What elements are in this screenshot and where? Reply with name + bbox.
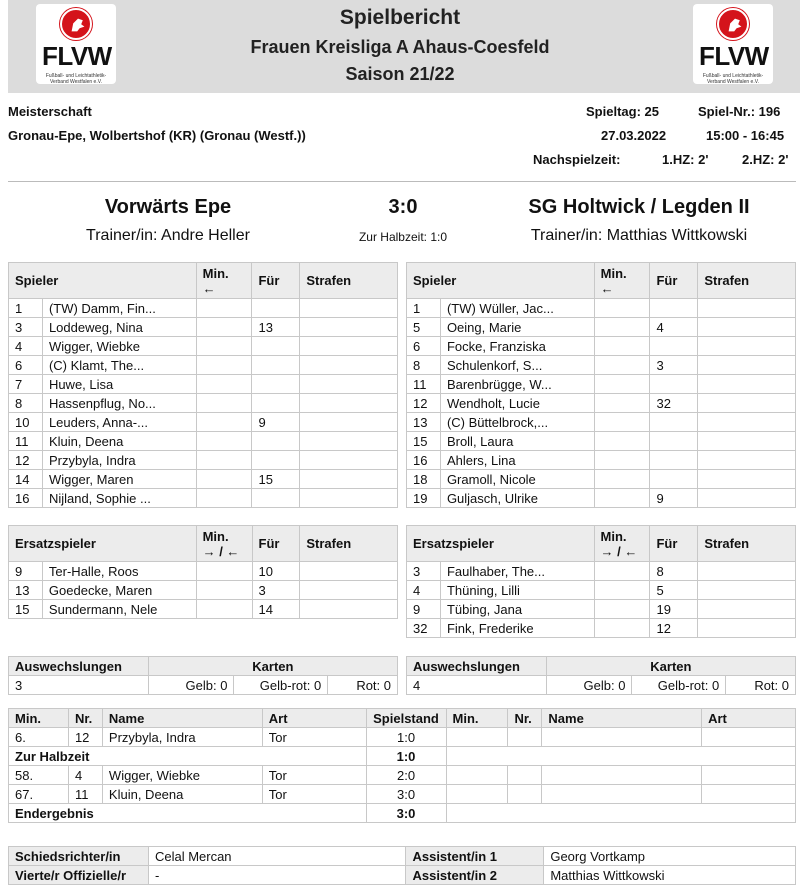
extra-time-label: Nachspielzeit:	[533, 152, 621, 167]
player-row	[407, 581, 796, 600]
player-name: (TW) Wüller, Jac...	[440, 299, 594, 318]
score-marker-row	[9, 747, 796, 766]
player-minute	[594, 394, 650, 413]
player-row	[407, 619, 796, 638]
marker-spacer	[446, 747, 795, 766]
logo-text: FLVW	[42, 41, 112, 71]
player-number: 15	[9, 600, 43, 619]
officials-table	[8, 846, 796, 885]
player-replaced-by	[650, 432, 698, 451]
player-name: (TW) Damm, Fin...	[42, 299, 196, 318]
event-number: 12	[68, 728, 102, 747]
player-number: 16	[407, 451, 441, 470]
player-penalties	[300, 299, 398, 318]
player-row	[407, 375, 796, 394]
player-minute	[594, 318, 650, 337]
col-nr: Nr.	[68, 709, 102, 728]
player-row	[407, 600, 796, 619]
player-penalties	[300, 451, 398, 470]
match-date: 27.03.2022	[601, 128, 667, 143]
away-event-minute	[446, 766, 508, 785]
col-spieler: Spieler	[407, 263, 595, 299]
player-name: Wigger, Maren	[42, 470, 196, 489]
player-replaced-by: 8	[650, 562, 698, 581]
player-minute	[196, 432, 252, 451]
player-penalties	[300, 581, 398, 600]
player-number: 9	[9, 562, 43, 581]
col-auswechslungen: Auswechslungen	[9, 657, 149, 676]
player-name: Broll, Laura	[440, 432, 594, 451]
event-score: 3:0	[366, 785, 446, 804]
player-name: Loddeweg, Nina	[42, 318, 196, 337]
col-fuer: Für	[252, 526, 300, 562]
events-table	[8, 708, 796, 823]
player-minute	[196, 394, 252, 413]
player-name: (C) Klamt, The...	[42, 356, 196, 375]
yellow-red-cards: Gelb-rot: 0	[632, 676, 726, 695]
player-row	[9, 356, 398, 375]
player-minute	[594, 619, 650, 638]
player-penalties	[300, 470, 398, 489]
player-minute	[594, 489, 650, 508]
away-team: SG Holtwick / Legden II	[528, 196, 750, 218]
player-name: Sundermann, Nele	[42, 600, 196, 619]
col-strafen: Strafen	[698, 526, 796, 562]
player-name: Thüning, Lilli	[440, 581, 594, 600]
player-number: 4	[9, 337, 43, 356]
col-auswechslungen: Auswechslungen	[407, 657, 547, 676]
divider	[8, 181, 796, 182]
player-penalties	[698, 375, 796, 394]
player-minute	[594, 581, 650, 600]
marker-score: 3:0	[366, 804, 446, 823]
assistant1-label: Assistent/in 1	[406, 847, 544, 866]
player-row	[407, 299, 796, 318]
player-row	[9, 600, 398, 619]
player-replaced-by	[252, 337, 300, 356]
player-penalties	[698, 470, 796, 489]
player-name: Leuders, Anna-...	[42, 413, 196, 432]
away-event-number	[508, 766, 542, 785]
player-minute	[196, 356, 252, 375]
player-penalties	[300, 318, 398, 337]
event-score: 2:0	[366, 766, 446, 785]
player-penalties	[698, 581, 796, 600]
away-event-player	[542, 766, 702, 785]
event-number: 11	[68, 785, 102, 804]
player-name: Huwe, Lisa	[42, 375, 196, 394]
player-replaced-by	[650, 451, 698, 470]
player-minute	[196, 581, 252, 600]
event-score: 1:0	[366, 728, 446, 747]
yellow-red-cards: Gelb-rot: 0	[234, 676, 328, 695]
subs-count: 3	[9, 676, 149, 695]
player-penalties	[300, 600, 398, 619]
event-number: 4	[68, 766, 102, 785]
player-replaced-by	[650, 299, 698, 318]
marker-label: Zur Halbzeit	[9, 747, 367, 766]
player-number: 11	[9, 432, 43, 451]
player-replaced-by	[252, 394, 300, 413]
player-penalties	[698, 451, 796, 470]
marker-score: 1:0	[366, 747, 446, 766]
event-player: Wigger, Wiebke	[102, 766, 262, 785]
player-number: 14	[9, 470, 43, 489]
player-row	[407, 562, 796, 581]
logo-text: FLVW	[699, 41, 769, 71]
player-penalties	[300, 394, 398, 413]
player-name: Hassenpflug, No...	[42, 394, 196, 413]
player-penalties	[300, 489, 398, 508]
yellow-cards: Gelb: 0	[546, 676, 632, 695]
event-minute: 6.	[9, 728, 69, 747]
player-number: 12	[9, 451, 43, 470]
player-row	[407, 337, 796, 356]
player-row	[407, 470, 796, 489]
player-number: 8	[407, 356, 441, 375]
player-replaced-by	[650, 375, 698, 394]
player-replaced-by	[650, 470, 698, 489]
player-replaced-by	[252, 489, 300, 508]
report-title: Spielbericht	[339, 6, 461, 29]
player-number: 3	[407, 562, 441, 581]
away-event-number	[508, 728, 542, 747]
col-karten: Karten	[546, 657, 795, 676]
home-coach: Trainer/in: Andre Heller	[86, 227, 250, 244]
player-replaced-by	[252, 375, 300, 394]
player-name: Ter-Halle, Roos	[42, 562, 196, 581]
player-replaced-by	[252, 299, 300, 318]
player-minute	[196, 489, 252, 508]
player-minute	[196, 413, 252, 432]
red-cards: Rot: 0	[328, 676, 398, 695]
player-number: 18	[407, 470, 441, 489]
player-minute	[196, 451, 252, 470]
player-number: 7	[9, 375, 43, 394]
player-name: Tübing, Jana	[440, 600, 594, 619]
player-row	[9, 394, 398, 413]
col-min: Min. → / ←	[594, 526, 650, 562]
player-row	[9, 489, 398, 508]
player-minute	[196, 299, 252, 318]
player-penalties	[698, 356, 796, 375]
player-penalties	[300, 413, 398, 432]
away-event-player	[542, 785, 702, 804]
player-number: 3	[9, 318, 43, 337]
home-lineup-table	[8, 262, 398, 508]
home-team: Vorwärts Epe	[104, 196, 232, 218]
player-replaced-by: 15	[252, 470, 300, 489]
player-name: Ahlers, Lina	[440, 451, 594, 470]
away-event-minute	[446, 785, 508, 804]
player-number: 13	[407, 413, 441, 432]
player-number: 9	[407, 600, 441, 619]
player-replaced-by: 14	[252, 600, 300, 619]
player-name: (C) Büttelbrock,...	[440, 413, 594, 432]
player-row	[407, 394, 796, 413]
player-replaced-by	[650, 337, 698, 356]
col-fuer: Für	[252, 263, 300, 299]
player-replaced-by: 9	[252, 413, 300, 432]
player-minute	[594, 432, 650, 451]
player-replaced-by: 4	[650, 318, 698, 337]
player-name: Wendholt, Lucie	[440, 394, 594, 413]
away-event-number	[508, 785, 542, 804]
away-event-type	[702, 785, 796, 804]
col-min: Min. ←	[594, 263, 650, 299]
extra-time-h2: 2.HZ: 2'	[742, 152, 789, 167]
player-row	[9, 337, 398, 356]
halftime-score: Zur Halbzeit: 1:0	[358, 230, 448, 244]
away-event-player	[542, 728, 702, 747]
col-spieler: Spieler	[9, 263, 197, 299]
player-row	[9, 375, 398, 394]
player-minute	[594, 413, 650, 432]
marker-label: Endergebnis	[9, 804, 367, 823]
player-replaced-by	[650, 413, 698, 432]
score-marker-row	[9, 804, 796, 823]
player-penalties	[698, 318, 796, 337]
player-name: Fink, Frederike	[440, 619, 594, 638]
col-strafen: Strafen	[300, 263, 398, 299]
player-penalties	[300, 337, 398, 356]
referee-label: Schiedsrichter/in	[9, 847, 149, 866]
player-name: Wigger, Wiebke	[42, 337, 196, 356]
player-replaced-by	[252, 356, 300, 375]
player-name: Schulenkorf, S...	[440, 356, 594, 375]
assistant2-label: Assistent/in 2	[406, 866, 544, 885]
player-name: Goedecke, Maren	[42, 581, 196, 600]
col-strafen: Strafen	[698, 263, 796, 299]
event-player: Przybyla, Indra	[102, 728, 262, 747]
event-player: Kluin, Deena	[102, 785, 262, 804]
col-fuer: Für	[650, 526, 698, 562]
goal-row	[9, 766, 796, 785]
player-row	[407, 413, 796, 432]
col-art: Art	[262, 709, 366, 728]
col-strafen: Strafen	[300, 526, 398, 562]
fourth-official-name: -	[148, 866, 406, 885]
subs-count: 4	[407, 676, 547, 695]
player-replaced-by: 12	[650, 619, 698, 638]
player-row	[9, 413, 398, 432]
competition: Meisterschaft	[8, 104, 92, 119]
player-penalties	[300, 432, 398, 451]
event-type: Tor	[262, 728, 366, 747]
player-row	[9, 318, 398, 337]
player-penalties	[698, 394, 796, 413]
red-cards: Rot: 0	[726, 676, 796, 695]
player-number: 13	[9, 581, 43, 600]
player-penalties	[698, 337, 796, 356]
logo-subtext: Fußball- und Leichtathletik-Verband Westfalen e.V.	[702, 73, 764, 85]
player-name: Kluin, Deena	[42, 432, 196, 451]
player-penalties	[300, 562, 398, 581]
venue: Gronau-Epe, Wolbertshof (KR) (Gronau (Westf.))	[8, 128, 306, 143]
matchday: Spieltag: 25	[586, 104, 659, 119]
player-number: 1	[9, 299, 43, 318]
player-minute	[594, 600, 650, 619]
event-minute: 67.	[9, 785, 69, 804]
player-number: 32	[407, 619, 441, 638]
away-event-minute	[446, 728, 508, 747]
player-penalties	[698, 299, 796, 318]
player-minute	[594, 375, 650, 394]
player-minute	[196, 600, 252, 619]
player-number: 12	[407, 394, 441, 413]
away-summary-table	[406, 656, 796, 695]
player-minute	[594, 470, 650, 489]
player-replaced-by: 10	[252, 562, 300, 581]
player-replaced-by: 32	[650, 394, 698, 413]
player-minute	[594, 299, 650, 318]
away-event-type	[702, 728, 796, 747]
col-min: Min.	[446, 709, 508, 728]
player-replaced-by: 5	[650, 581, 698, 600]
col-fuer: Für	[650, 263, 698, 299]
player-row	[407, 432, 796, 451]
player-replaced-by: 9	[650, 489, 698, 508]
match-time: 15:00 - 16:45	[706, 128, 785, 143]
player-minute	[594, 337, 650, 356]
player-row	[9, 470, 398, 489]
player-row	[9, 562, 398, 581]
extra-time-h1: 1.HZ: 2'	[662, 152, 709, 167]
player-number: 4	[407, 581, 441, 600]
event-minute: 58.	[9, 766, 69, 785]
col-karten: Karten	[148, 657, 397, 676]
player-number: 16	[9, 489, 43, 508]
player-minute	[594, 562, 650, 581]
match-number: Spiel-Nr.: 196	[698, 104, 781, 119]
player-row	[9, 432, 398, 451]
player-name: Przybyla, Indra	[42, 451, 196, 470]
player-row	[407, 451, 796, 470]
col-name: Name	[102, 709, 262, 728]
player-penalties	[300, 375, 398, 394]
season-title: Saison 21/22	[345, 64, 455, 84]
player-penalties	[698, 619, 796, 638]
player-name: Oeing, Marie	[440, 318, 594, 337]
player-replaced-by: 3	[252, 581, 300, 600]
player-name: Nijland, Sophie ...	[42, 489, 196, 508]
assistant1-name: Georg Vortkamp	[544, 847, 796, 866]
player-minute	[196, 337, 252, 356]
col-min: Min. ←	[196, 263, 252, 299]
col-spielstand: Spielstand	[366, 709, 446, 728]
col-min: Min. → / ←	[196, 526, 252, 562]
player-minute	[196, 375, 252, 394]
col-name: Name	[542, 709, 702, 728]
player-number: 1	[407, 299, 441, 318]
player-row	[9, 581, 398, 600]
goal-row	[9, 785, 796, 804]
goal-row	[9, 728, 796, 747]
player-replaced-by: 3	[650, 356, 698, 375]
player-replaced-by	[252, 432, 300, 451]
col-ersatz: Ersatzspieler	[407, 526, 595, 562]
player-row	[407, 318, 796, 337]
player-penalties	[698, 600, 796, 619]
player-minute	[196, 470, 252, 489]
player-number: 8	[9, 394, 43, 413]
away-lineup-table	[406, 262, 796, 508]
col-min: Min.	[9, 709, 69, 728]
player-replaced-by: 13	[252, 318, 300, 337]
event-type: Tor	[262, 785, 366, 804]
yellow-cards: Gelb: 0	[148, 676, 234, 695]
player-number: 19	[407, 489, 441, 508]
player-number: 6	[9, 356, 43, 375]
player-number: 5	[407, 318, 441, 337]
player-number: 15	[407, 432, 441, 451]
col-art: Art	[702, 709, 796, 728]
away-coach: Trainer/in: Matthias Wittkowski	[530, 227, 748, 244]
player-name: Gramoll, Nicole	[440, 470, 594, 489]
home-summary-table	[8, 656, 398, 695]
player-name: Barenbrügge, W...	[440, 375, 594, 394]
player-name: Guljasch, Ulrike	[440, 489, 594, 508]
final-score: 3:0	[388, 196, 418, 218]
player-name: Focke, Franziska	[440, 337, 594, 356]
player-row	[407, 489, 796, 508]
player-penalties	[698, 562, 796, 581]
player-penalties	[698, 432, 796, 451]
player-penalties	[300, 356, 398, 375]
player-number: 10	[9, 413, 43, 432]
referee-name: Celal Mercan	[148, 847, 406, 866]
player-row	[407, 356, 796, 375]
col-nr: Nr.	[508, 709, 542, 728]
player-name: Faulhaber, The...	[440, 562, 594, 581]
player-number: 6	[407, 337, 441, 356]
assistant2-name: Matthias Wittkowski	[544, 866, 796, 885]
player-replaced-by	[252, 451, 300, 470]
player-replaced-by: 19	[650, 600, 698, 619]
league-title: Frauen Kreisliga A Ahaus-Coesfeld	[250, 37, 550, 57]
player-row	[9, 451, 398, 470]
col-ersatz: Ersatzspieler	[9, 526, 197, 562]
player-row	[9, 299, 398, 318]
fourth-official-label: Vierte/r Offizielle/r	[9, 866, 149, 885]
player-number: 11	[407, 375, 441, 394]
player-penalties	[698, 489, 796, 508]
player-minute	[594, 356, 650, 375]
player-minute	[196, 318, 252, 337]
home-subs-table	[8, 525, 398, 619]
logo-subtext: Fußball- und Leichtathletik-Verband Westfalen e.V.	[45, 73, 107, 85]
away-subs-table	[406, 525, 796, 638]
marker-spacer	[446, 804, 795, 823]
away-event-type	[702, 766, 796, 785]
player-minute	[196, 562, 252, 581]
event-type: Tor	[262, 766, 366, 785]
player-minute	[594, 451, 650, 470]
player-penalties	[698, 413, 796, 432]
